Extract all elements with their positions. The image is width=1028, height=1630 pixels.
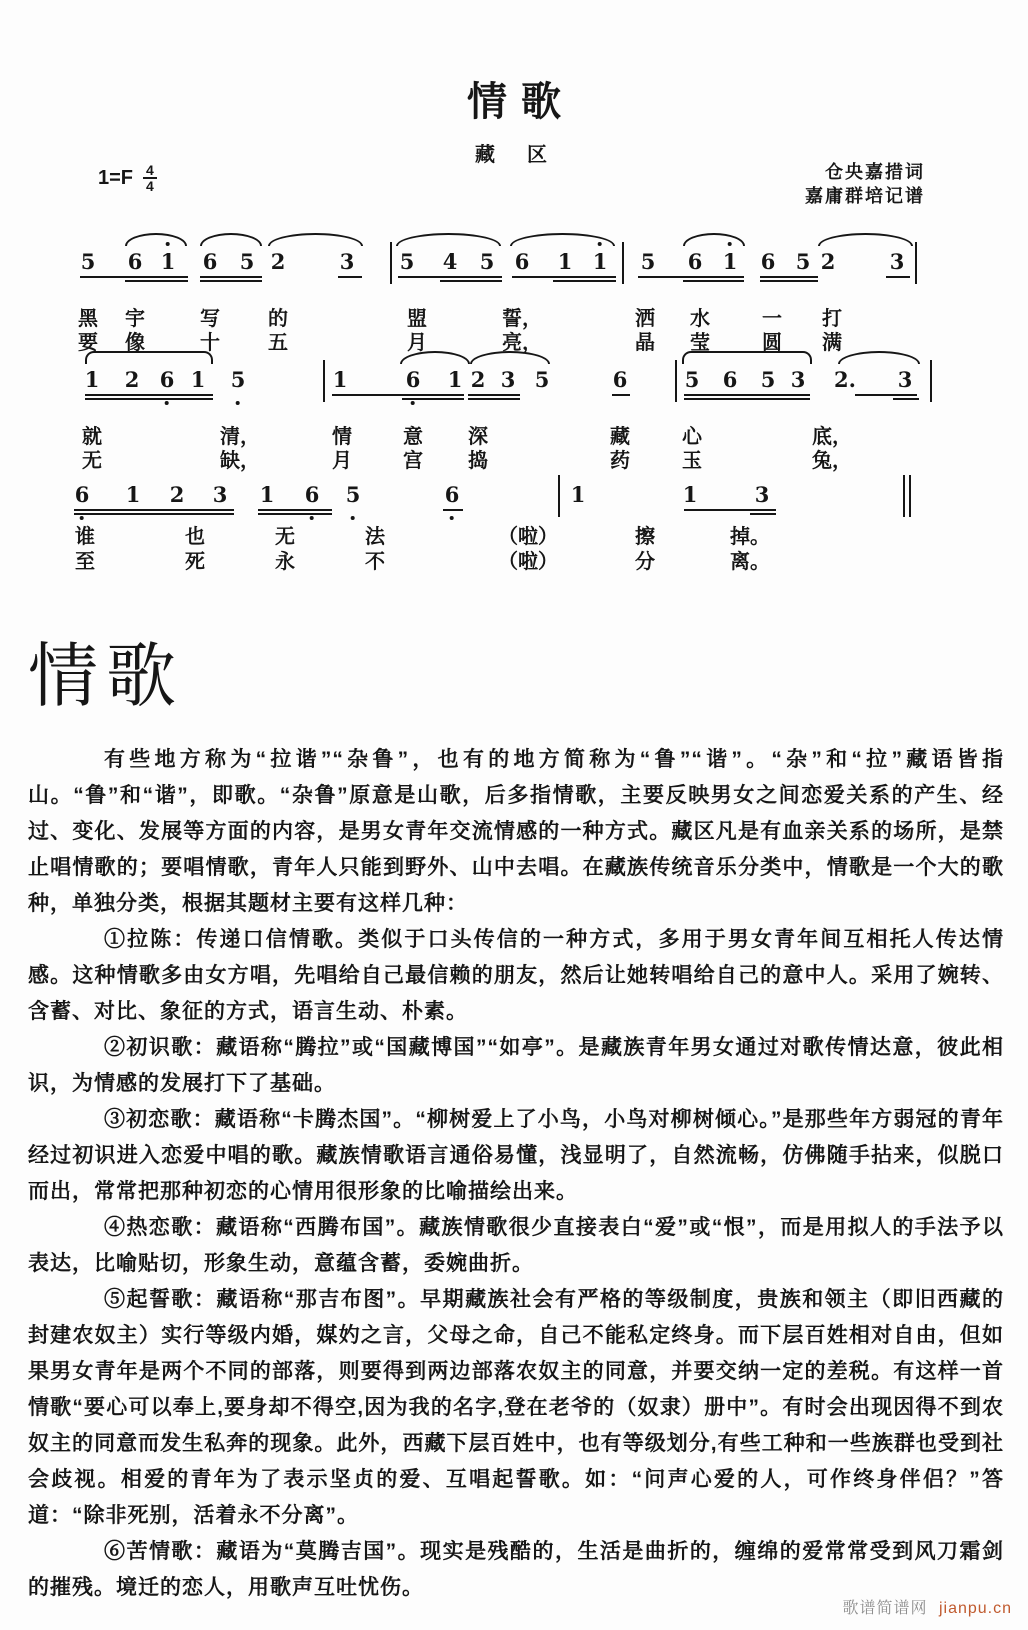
lyric-syllable: 的 bbox=[268, 308, 288, 330]
jianpu-note: 1 bbox=[447, 367, 463, 392]
beam-line bbox=[638, 276, 744, 278]
article-paragraph: ③初恋歌：藏语称“卡腾杰国”。“柳树爱上了小鸟，小鸟对柳树倾心。”是那些年方弱冠的青年经过初识进入恋爱中唱的歌。藏族情歌语言通俗易懂，浅显明了，自然流畅，仿佛随手拈来，似脱口而出，常常把那种初恋的心情用很形象的比喻描绘出来。 bbox=[28, 1108, 1004, 1203]
lyric-syllable: 深 bbox=[468, 426, 488, 448]
beam-line bbox=[684, 398, 810, 400]
slur bbox=[85, 351, 213, 364]
song-region-subtitle: 藏 区 bbox=[475, 144, 553, 166]
jianpu-note: 1 bbox=[557, 249, 573, 274]
lyric-syllable: 宫 bbox=[403, 450, 423, 472]
octave-down-dot bbox=[450, 516, 454, 520]
beam-line bbox=[125, 280, 188, 282]
lyric-syllable: 意 bbox=[403, 426, 423, 448]
beam-line bbox=[258, 509, 332, 511]
lyric-syllable: 五 bbox=[268, 332, 288, 354]
lyric-syllable: 清， bbox=[220, 426, 260, 448]
beam-line bbox=[74, 513, 234, 515]
jianpu-note: 1 bbox=[125, 482, 141, 507]
jianpu-note: 6 bbox=[127, 249, 143, 274]
jianpu-note: 6 bbox=[687, 249, 703, 274]
octave-up-dot bbox=[598, 242, 602, 246]
jianpu-note: 6 bbox=[612, 367, 628, 392]
jianpu-note: 2 bbox=[270, 249, 286, 274]
lyric-syllable: 谁 bbox=[75, 526, 95, 548]
beam-line bbox=[684, 509, 776, 511]
article bbox=[28, 634, 1004, 1606]
lyricist-credit: 仓央嘉措词 bbox=[825, 162, 925, 182]
beam-line bbox=[553, 280, 616, 282]
jianpu-note: 2 bbox=[169, 482, 185, 507]
beam-line bbox=[683, 280, 744, 282]
jianpu-note: 1 bbox=[190, 367, 206, 392]
jianpu-note: 1 bbox=[593, 250, 608, 274]
lyric-syllable: 洒 bbox=[635, 308, 655, 330]
article-paragraph: 有些地方称为“拉谐”“杂鲁”，也有的地方简称为“鲁”“谐”。“杂”和“拉”藏语皆指山。“鲁”和“谐”，即歌。“杂鲁”原意是山歌，后多指情歌，主要反映男女之间恋爱关系的产生、经过、变化、发展等方面的内容，是男女青年交流情感的一种方式。藏区凡是有血亲关系的场所，是禁止唱情歌的；要唱情歌，青年人只能到野外、山中去唱。在藏族传统音乐分类中，情歌是一个大的歌种，单独分类，根据其题材主要有这样几种： bbox=[28, 748, 1004, 915]
beam-line bbox=[512, 276, 616, 278]
lyric-syllable: 月 bbox=[407, 332, 427, 354]
jianpu-note: 6 bbox=[760, 249, 776, 274]
octave-up-dot bbox=[728, 242, 732, 246]
jianpu-note: 2 bbox=[820, 249, 836, 274]
slur bbox=[682, 351, 812, 364]
jianpu-note: 5 bbox=[760, 367, 776, 392]
jianpu-note: 3 bbox=[212, 482, 228, 507]
octave-down-dot bbox=[236, 401, 240, 405]
watermark bbox=[842, 1595, 1012, 1618]
key-label: 1=F bbox=[98, 166, 134, 189]
lyric-syllable: 离。 bbox=[730, 551, 770, 573]
lyric-syllable: 十 bbox=[200, 332, 220, 354]
lyric-syllable: 缺， bbox=[220, 450, 260, 472]
double-barline bbox=[909, 475, 911, 517]
watermark-site-url: jianpu.cn bbox=[938, 1600, 1012, 1617]
jianpu-note: 1 bbox=[723, 250, 738, 274]
jianpu-note: 6 bbox=[514, 249, 530, 274]
lyric-syllable: 要 bbox=[78, 332, 98, 354]
jianpu-note: 5 bbox=[399, 249, 415, 274]
lyric-syllable: 分 bbox=[635, 551, 655, 573]
jianpu-note: 6 bbox=[722, 367, 738, 392]
beam-line bbox=[855, 394, 917, 396]
lyric-syllable: 兔， bbox=[812, 450, 852, 472]
jianpu-note: 3 bbox=[754, 482, 770, 507]
beam-line bbox=[200, 280, 262, 282]
double-barline bbox=[903, 475, 905, 517]
jianpu-note: 6 bbox=[160, 368, 175, 392]
lyric-syllable: 药 bbox=[610, 450, 630, 472]
slur bbox=[818, 233, 913, 246]
lyric-syllable: 圆 bbox=[762, 332, 782, 354]
music-system bbox=[0, 368, 1028, 480]
beam-line bbox=[85, 398, 213, 400]
music-system bbox=[0, 483, 1028, 595]
time-signature-denominator: 4 bbox=[146, 178, 154, 194]
beam-line bbox=[612, 394, 630, 396]
beam-line bbox=[338, 276, 362, 278]
beam-line bbox=[258, 513, 332, 515]
jianpu-note: 6 bbox=[305, 483, 320, 507]
article-paragraph: ①拉陈：传递口信情歌。类似于口头传信的一种方式，多用于男女青年间互相托人传达情感。这种情歌多由女方唱，先唱给自己最信赖的朋友，然后让她转唱给自己的意中人。采用了婉转、含蓄、对比、象征的方式，语言生动、朴素。 bbox=[28, 928, 1004, 1023]
beam-line bbox=[760, 276, 818, 278]
jianpu-note: 3 bbox=[790, 367, 806, 392]
lyric-syllable: 宇 bbox=[125, 308, 145, 330]
barline bbox=[675, 360, 677, 402]
jianpu-note: 3 bbox=[897, 367, 913, 392]
lyric-syllable: 月 bbox=[332, 450, 352, 472]
jianpu-note: 2 bbox=[124, 367, 140, 392]
jianpu-note: 5 bbox=[479, 249, 495, 274]
article-paragraph: ⑤起誓歌：藏语称“那吉布图”。早期藏族社会有严格的等级制度，贵族和领主（即旧西藏的封建农奴主）实行等级内婚，媒妁之言，父母之命，自己不能私定终身。而下层百姓相对自由，但如果男女青年是两个不同的部落，则要得到两边部落农奴主的同意，并要交纳一定的差税。有这样一首情歌“要心可以奉上,要身却不得空,因为我的名字,登在老爷的（奴隶）册中”。有时会出现因得不到农奴主的同意而发生私奔的现象。此外，西藏下层百姓中，也有等级划分,有些工种和一些族群也受到社会歧视。相爱的青年为了表示坚贞的爱、互唱起誓歌。如：“问声心爱的人，可作终身伴侣？”答道：“除非死别，活着永不分离”。 bbox=[28, 1288, 1004, 1527]
slur bbox=[125, 233, 187, 246]
lyric-syllable: 无 bbox=[82, 450, 102, 472]
jianpu-note: 6 bbox=[406, 368, 421, 392]
octave-up-dot bbox=[166, 242, 170, 246]
jianpu-note: 5 bbox=[795, 249, 811, 274]
lyric-syllable: 晶 bbox=[635, 332, 655, 354]
beam-line bbox=[440, 280, 502, 282]
beam-line bbox=[468, 398, 520, 400]
lyric-syllable: 擦 bbox=[635, 526, 655, 548]
jianpu-note: 3 bbox=[500, 367, 516, 392]
beam-line bbox=[200, 276, 262, 278]
jianpu-note: 3 bbox=[339, 249, 355, 274]
page-title: 情歌 bbox=[467, 80, 575, 124]
beam-line bbox=[74, 509, 234, 511]
jianpu-note: 1 bbox=[570, 482, 586, 507]
barline bbox=[915, 242, 917, 284]
jianpu-note: 5 bbox=[80, 249, 96, 274]
lyric-syllable: （啦） bbox=[498, 551, 558, 573]
jianpu-note: 6 bbox=[202, 249, 218, 274]
jianpu-note: 1 bbox=[161, 250, 176, 274]
jianpu-note: 5 bbox=[239, 249, 255, 274]
octave-down-dot bbox=[411, 401, 415, 405]
lyric-syllable: 不 bbox=[365, 551, 385, 573]
beam-line bbox=[760, 280, 818, 282]
lyric-syllable: 水 bbox=[690, 308, 710, 330]
barline bbox=[390, 242, 392, 284]
lyric-syllable: 藏 bbox=[610, 426, 630, 448]
lyric-syllable: 亮， bbox=[502, 332, 542, 354]
beam-line bbox=[332, 394, 464, 396]
lyric-syllable: 死 bbox=[185, 551, 205, 573]
lyric-syllable: 心 bbox=[682, 426, 702, 448]
jianpu-note: 5 bbox=[684, 367, 700, 392]
lyric-syllable: 掉。 bbox=[730, 526, 770, 548]
beam-line bbox=[80, 276, 188, 278]
lyric-syllable: 情 bbox=[332, 426, 352, 448]
jianpu-note: 5 bbox=[640, 249, 656, 274]
lyric-syllable: 盟 bbox=[407, 308, 427, 330]
lyric-syllable: 誓， bbox=[502, 308, 542, 330]
jianpu-note: 5 bbox=[346, 483, 361, 507]
jianpu-note: 1 bbox=[682, 482, 698, 507]
jianpu-note: 5 bbox=[534, 367, 550, 392]
slur bbox=[268, 233, 363, 246]
time-signature-numerator: 4 bbox=[143, 163, 157, 179]
lyric-syllable: 永 bbox=[275, 551, 295, 573]
jianpu-note: 1 bbox=[259, 482, 275, 507]
jianpu-note: 1 bbox=[84, 367, 100, 392]
lyric-syllable: 像 bbox=[125, 332, 145, 354]
barline bbox=[558, 475, 560, 517]
lyric-syllable: 写 bbox=[200, 308, 220, 330]
beam-line bbox=[886, 276, 910, 278]
slur bbox=[200, 233, 262, 246]
article-paragraph: ④热恋歌：藏语称“西腾布国”。藏族情歌很少直接表白“爱”或“恨”，而是用拟人的手法予以表达，比喻贴切，形象生动，意蕴含蓄，委婉曲折。 bbox=[28, 1216, 1004, 1275]
octave-down-dot bbox=[351, 516, 355, 520]
lyric-syllable: 也 bbox=[185, 526, 205, 548]
lyric-syllable: 就 bbox=[82, 426, 102, 448]
barline bbox=[930, 360, 932, 402]
lyric-syllable: 打 bbox=[822, 308, 842, 330]
beam-line bbox=[750, 513, 776, 515]
lyric-syllable: 无 bbox=[275, 526, 295, 548]
slur bbox=[683, 233, 745, 246]
music-score bbox=[0, 0, 1028, 600]
beam-line bbox=[85, 394, 213, 396]
lyric-syllable: 黑 bbox=[78, 308, 98, 330]
jianpu-note: 2 bbox=[470, 367, 486, 392]
watermark-site-name: 歌谱简谱网 bbox=[842, 1600, 928, 1617]
article-paragraph: ⑥苦情歌：藏语为“莫腾吉国”。现实是残酷的，生活是曲折的，缠绵的爱常常受到风刀霜剑的摧残。境迁的恋人，用歌声互吐忧伤。 bbox=[28, 1540, 1004, 1599]
jianpu-note: 4 bbox=[442, 249, 458, 274]
beam-line bbox=[684, 394, 810, 396]
article-paragraph: ②初识歌：藏语称“腾拉”或“国藏博国”“如亭”。是藏族青年男女通过对歌传情达意，彼此相识，为情感的发展打下了基础。 bbox=[28, 1036, 1004, 1095]
beam-line bbox=[402, 398, 464, 400]
lyric-syllable: （啦） bbox=[498, 526, 558, 548]
jianpu-note: 6 bbox=[75, 483, 90, 507]
lyric-syllable: 一 bbox=[762, 308, 782, 330]
lyric-syllable: 玉 bbox=[682, 450, 702, 472]
lyric-syllable: 满 bbox=[822, 332, 842, 354]
beam-line bbox=[443, 509, 463, 511]
beam-line bbox=[468, 394, 520, 396]
jianpu-note: 6 bbox=[445, 483, 460, 507]
barline bbox=[323, 360, 325, 402]
lyric-syllable: 捣 bbox=[468, 450, 488, 472]
barline bbox=[622, 242, 624, 284]
transcriber-credit: 嘉庸群培记谱 bbox=[805, 186, 925, 206]
beam-line bbox=[398, 276, 502, 278]
music-system bbox=[0, 250, 1028, 362]
lyric-syllable: 法 bbox=[365, 526, 385, 548]
lyric-syllable: 至 bbox=[75, 551, 95, 573]
jianpu-note: 2. bbox=[834, 367, 856, 392]
octave-down-dot bbox=[310, 516, 314, 520]
jianpu-note: 1 bbox=[332, 367, 348, 392]
article-heading: 情歌 bbox=[28, 637, 184, 715]
jianpu-note: 3 bbox=[889, 249, 905, 274]
jianpu-note: 5 bbox=[231, 368, 246, 392]
beam-line bbox=[893, 398, 919, 400]
lyric-syllable: 莹 bbox=[690, 332, 710, 354]
slur bbox=[396, 233, 501, 246]
lyric-syllable: 底， bbox=[812, 426, 852, 448]
octave-down-dot bbox=[165, 401, 169, 405]
